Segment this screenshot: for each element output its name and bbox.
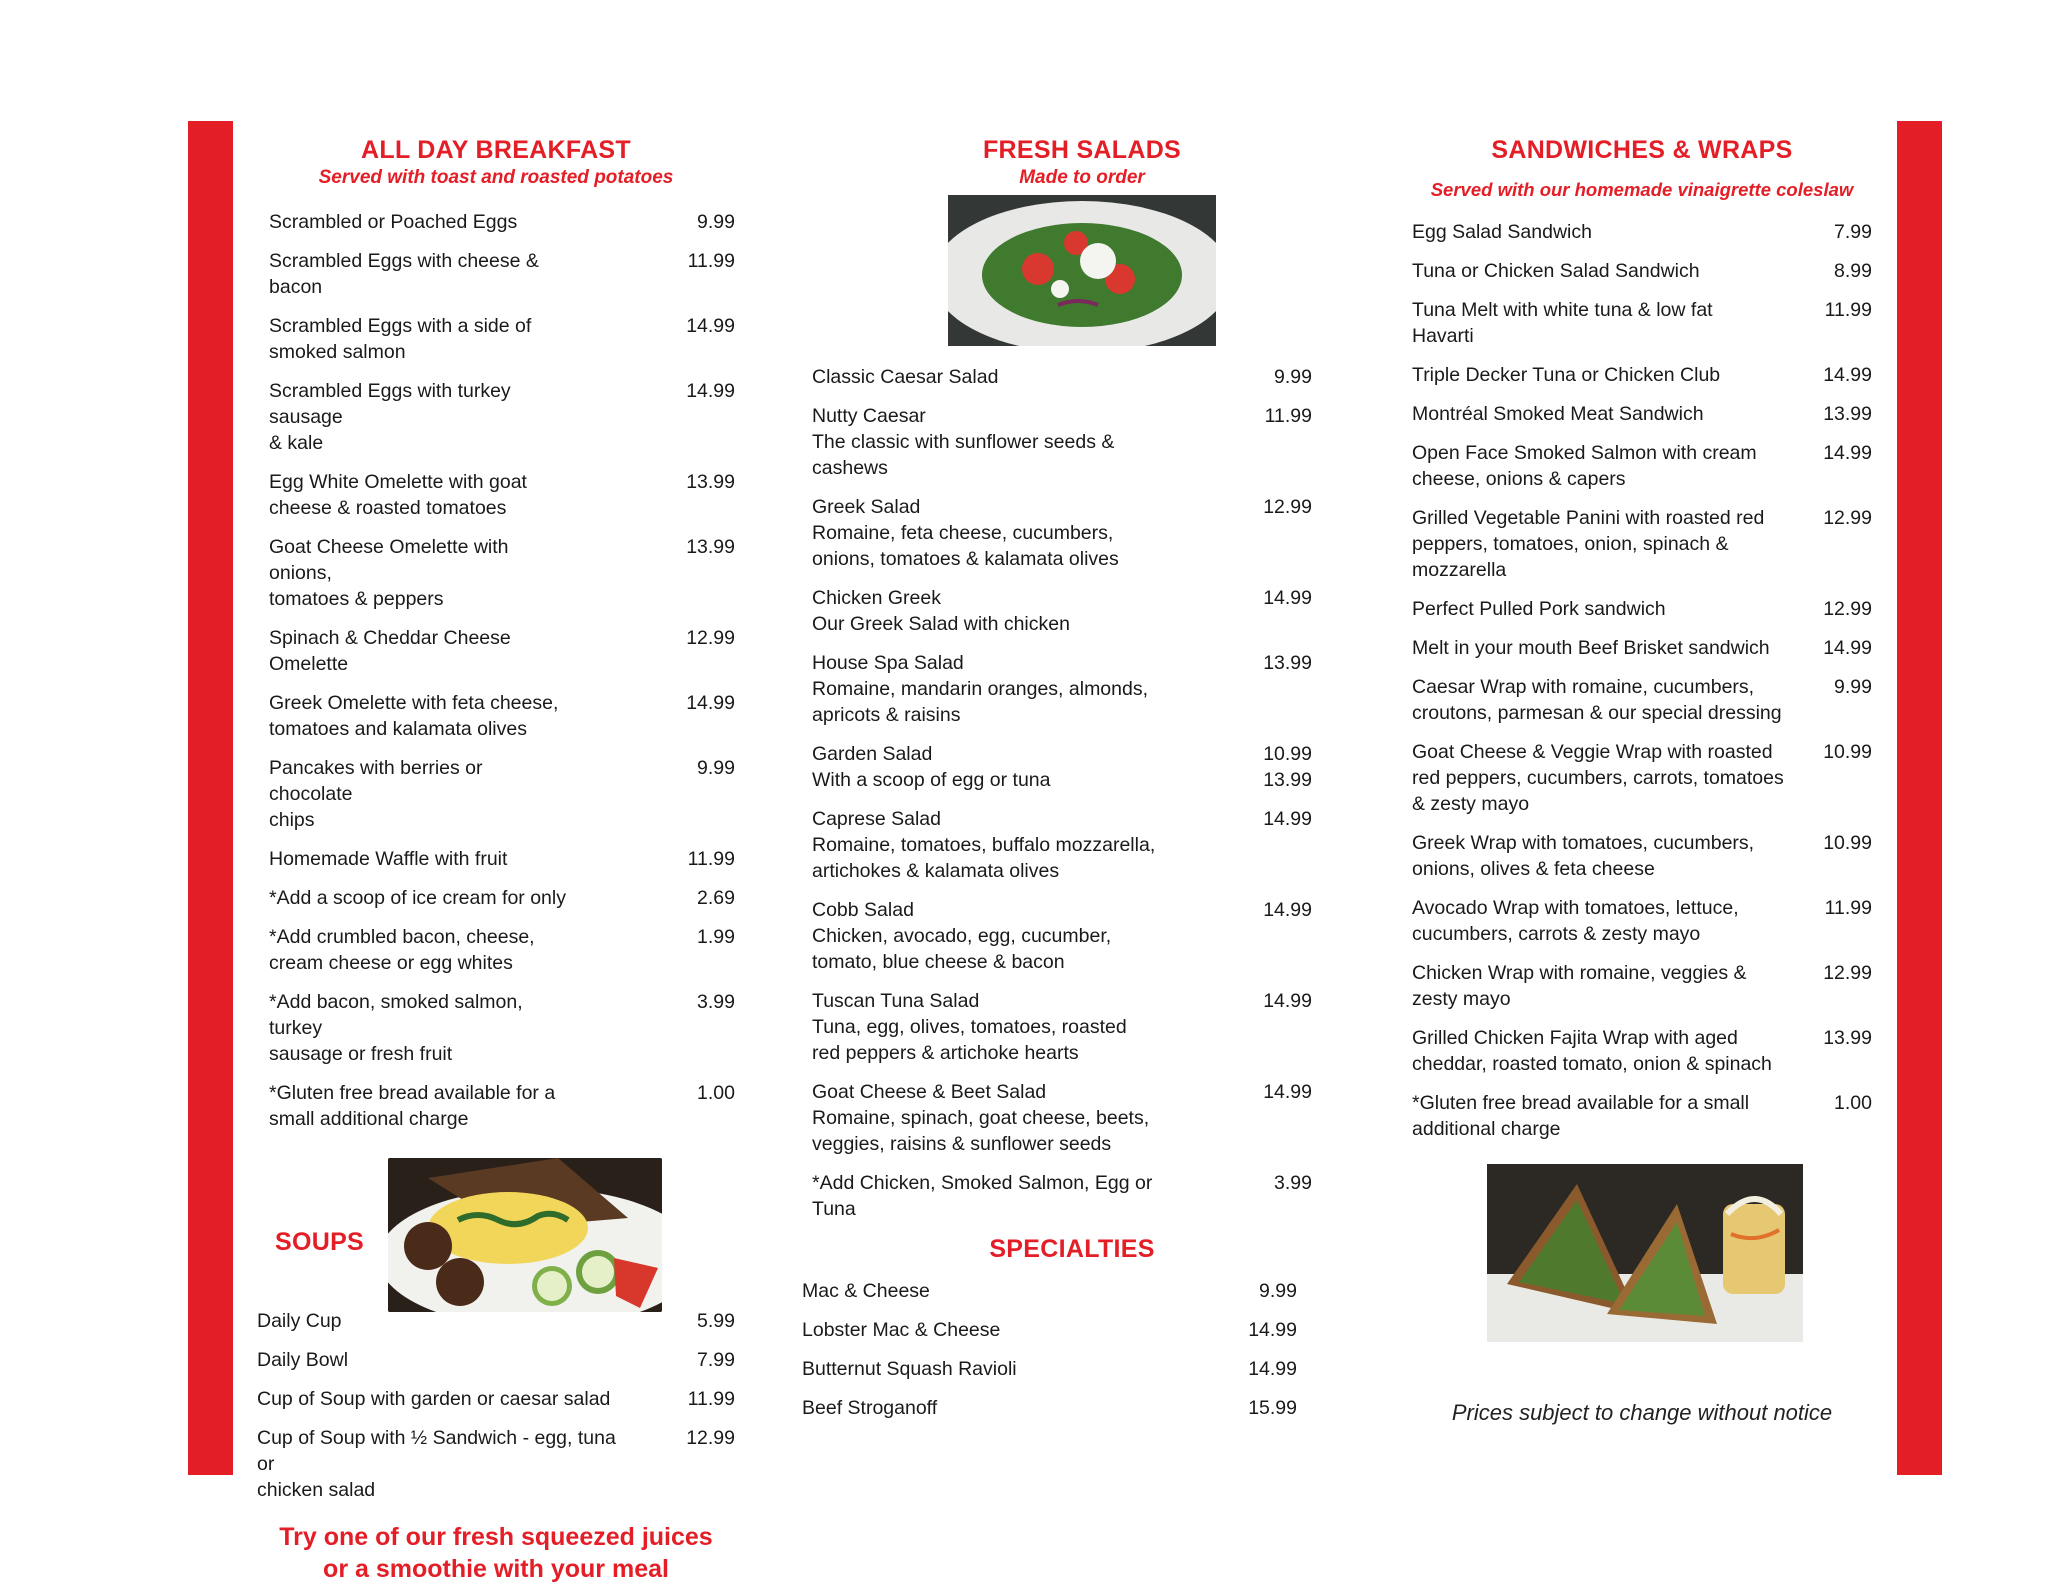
menu-item-name: Scrambled Eggs with turkey sausage & kale [269,380,511,454]
menu-item [257,1347,735,1373]
menu-item-name: Avocado Wrap with tomatoes, lettuce, cucumbers, carrots & zesty mayo [1412,897,1739,945]
menu-item [802,1395,1352,1421]
menu-item-price: 12.99 [1263,496,1312,518]
menu-item [269,209,735,235]
menu-item-name: Montréal Smoked Meat Sandwich [1412,403,1704,425]
menu-item-name: Garden Salad With a scoop of egg or tuna [812,743,1051,791]
menu-item-price: 7.99 [1834,221,1872,243]
menu-item-name: Spinach & Cheddar Cheese Omelette [269,627,511,675]
salads-column [802,136,1352,1434]
menu-item [1412,401,1872,427]
menu-item-price: 14.99 [1263,990,1312,1012]
menu-item-price: 5.99 [697,1310,735,1332]
menu-item-name: Chicken Wrap with romaine, veggies & zesty mayo [1412,962,1747,1010]
menu-item-name: Goat Cheese & Beet Salad Romaine, spinach, goat cheese, beets, veggies, raisins & sunflower seeds [812,1081,1150,1155]
menu-item-price: 7.99 [697,1349,735,1371]
menu-item [269,469,735,521]
menu-item-price: 14.99 [1823,364,1872,386]
menu-item-name: House Spa Salad Romaine, mandarin oranges, almonds, apricots & raisins [812,652,1149,726]
menu-item-price: 11.99 [1824,897,1872,919]
menu-item [1412,674,1872,726]
menu-item-price: 12.99 [1823,598,1872,620]
menu-item-name: Scrambled Eggs with cheese & bacon [269,250,539,298]
menu-item-price: 14.99 [1263,1081,1312,1103]
menu-item-name: Daily Cup [257,1310,342,1332]
menu-item [812,806,1352,884]
menu-item-price: 9.99 [697,757,735,779]
menu-item-name: Grilled Vegetable Panini with roasted red peppers, tomatoes, onion, spinach & mozzarella [1412,507,1765,581]
menu-item-name: Cup of Soup with ½ Sandwich - egg, tuna or chicken salad [257,1427,616,1501]
salad-photo [948,195,1216,346]
menu-item-price: 11.99 [1824,299,1872,321]
menu-item-price: 14.99 [1823,637,1872,659]
menu-item-name: Butternut Squash Ravioli [802,1358,1017,1380]
menu-item [269,378,735,456]
menu-item-price: 14.99 [686,380,735,402]
menu-item-price: 14.99 [1248,1358,1297,1380]
menu-item [269,846,735,872]
menu-item-name: Classic Caesar Salad [812,366,999,388]
menu-item-price: 1.00 [697,1082,735,1104]
menu-item-name: *Add a scoop of ice cream for only [269,887,566,909]
menu-item-name: Beef Stroganoff [802,1397,938,1419]
menu-item-price: 10.99 [1823,832,1872,854]
menu-item-price: 12.99 [1823,507,1872,529]
menu-item [812,988,1352,1066]
menu-item-price: 3.99 [697,991,735,1013]
menu-item-name: *Gluten free bread available for a small additional charge [269,1082,556,1130]
menu-item-price: 9.99 [1834,676,1872,698]
menu-item-price: 14.99 [1263,808,1312,830]
menu-item-price: 9.99 [1259,1280,1297,1302]
menu-item-name: Greek Salad Romaine, feta cheese, cucumbers, onions, tomatoes & kalamata olives [812,496,1119,570]
menu-item-name: Greek Omelette with feta cheese, tomatoes and kalamata olives [269,692,559,740]
sandwiches-column [1412,136,1872,1426]
menu-item-name: Melt in your mouth Beef Brisket sandwich [1412,637,1770,659]
menu-item-price: 12.99 [686,627,735,649]
menu-item-name: Goat Cheese & Veggie Wrap with roasted red peppers, cucumbers, carrots, tomatoes & zesty mayo [1412,741,1784,815]
menu-item-name: Daily Bowl [257,1349,349,1371]
menu-item-name: Tuna or Chicken Salad Sandwich [1412,260,1700,282]
salads-subtitle: Made to order [1019,167,1145,188]
menu-item-price: 13.99 [1823,1027,1872,1049]
menu-item [257,1425,735,1503]
menu-item-name: Scrambled or Poached Eggs [269,211,518,233]
breakfast-title: ALL DAY BREAKFAST [361,136,631,164]
menu-item-name: Mac & Cheese [802,1280,930,1302]
menu-item [812,585,1352,637]
menu-item-name: Greek Wrap with tomatoes, cucumbers, onions, olives & feta cheese [1412,832,1755,880]
specialties-title: SPECIALTIES [989,1235,1155,1263]
menu-item [269,313,735,365]
menu-item [812,1170,1352,1222]
menu-item-name: Egg Salad Sandwich [1412,221,1592,243]
menu-item-name: *Add Chicken, Smoked Salmon, Egg or Tuna [812,1172,1153,1220]
menu-item-name: Tuna Melt with white tuna & low fat Havarti [1412,299,1713,347]
menu-item-price: 10.99 [1823,741,1872,763]
menu-item [812,403,1352,481]
menu-item-price: 14.99 [1263,899,1312,921]
menu-item [1412,1025,1872,1077]
menu-item-name: Goat Cheese Omelette with onions, tomatoes & peppers [269,536,509,610]
specialties-list [802,1278,1352,1421]
menu-item-price: 14.99 [1248,1319,1297,1341]
menu-item [269,690,735,742]
menu-item-name: Tuscan Tuna Salad Tuna, egg, olives, tomatoes, roasted red peppers & artichoke hearts [812,990,1127,1064]
menu-item-name: Cobb Salad Chicken, avocado, egg, cucumber, tomato, blue cheese & bacon [812,899,1112,973]
menu-item [257,1308,735,1334]
menu-item-price: 11.99 [687,848,735,870]
omelette-photo [388,1158,662,1312]
menu-item [812,741,1352,793]
menu-item-price: 2.69 [697,887,735,909]
breakfast-list [257,209,735,1132]
menu-item-price: 13.99 [1823,403,1872,425]
menu-item-price: 1.99 [697,926,735,948]
menu-item [1412,505,1872,583]
salads-title: FRESH SALADS [982,136,1182,164]
menu-item-price: 9.99 [1274,366,1312,388]
menu-item [802,1356,1352,1382]
menu-item [269,755,735,833]
menu-item [812,650,1352,728]
menu-item-price: 13.99 [1263,652,1312,674]
sandwiches-subtitle: Served with our homemade vinaigrette coleslaw [1430,179,1854,200]
menu-item-name: Pancakes with berries or chocolate chips [269,757,483,831]
menu-item [802,1278,1352,1304]
menu-item [1412,635,1872,661]
menu-item-name: Caesar Wrap with romaine, cucumbers, croutons, parmesan & our special dressing [1412,676,1782,724]
soups-title: SOUPS [275,1228,365,1256]
breakfast-column [257,136,735,1585]
menu-item-price: 11.99 [687,1388,735,1410]
salads-list [812,364,1352,1222]
menu-item-name: Grilled Chicken Fajita Wrap with aged cheddar, roasted tomato, onion & spinach [1412,1027,1772,1075]
menu-item [1412,960,1872,1012]
menu-item-name: Perfect Pulled Pork sandwich [1412,598,1666,620]
menu-item-name: *Gluten free bread available for a small additional charge [1412,1092,1750,1140]
menu-item-price: 13.99 [686,471,735,493]
menu-item-price: 15.99 [1248,1397,1297,1419]
menu-item [1412,440,1872,492]
menu-item-name: *Add crumbled bacon, cheese, cream cheese or egg whites [269,926,535,974]
menu-item-price: 11.99 [687,250,735,272]
left-red-bar [188,121,233,1475]
menu-item-name: Triple Decker Tuna or Chicken Club [1412,364,1721,386]
menu-item [812,1079,1352,1157]
juice-promo: Try one of our fresh squeezed juices or a smoothie with your meal [279,1523,713,1583]
menu-item [269,534,735,612]
menu-item [1412,219,1872,245]
menu-item [1412,362,1872,388]
menu-item [812,897,1352,975]
menu-item [802,1317,1352,1343]
menu-item [812,494,1352,572]
menu-item-price: 10.99 13.99 [1263,743,1312,791]
menu-item-price: 14.99 [686,315,735,337]
menu-item [1412,596,1872,622]
menu-item [269,625,735,677]
menu-item [269,924,735,976]
menu-item [1412,258,1872,284]
menu-item-price: 9.99 [697,211,735,233]
menu-item-price: 14.99 [1823,442,1872,464]
menu-item-name: Nutty Caesar The classic with sunflower seeds & cashews [812,405,1115,479]
sandwiches-title: SANDWICHES & WRAPS [1491,136,1793,164]
menu-item [1412,1090,1872,1142]
menu-item [269,989,735,1067]
menu-item [1412,830,1872,882]
right-red-bar [1897,121,1942,1475]
soups-list [257,1308,735,1503]
sandwich-photo [1487,1164,1803,1342]
menu-item-price: 14.99 [686,692,735,714]
menu-item [1412,297,1872,349]
menu-item-price: 11.99 [1264,405,1312,427]
menu-item-price: 13.99 [686,536,735,558]
menu-item-price: 3.99 [1274,1172,1312,1194]
menu-item-name: Open Face Smoked Salmon with cream cheese, onions & capers [1412,442,1757,490]
menu-item [269,248,735,300]
menu-item-price: 12.99 [686,1427,735,1449]
menu-item [257,1386,735,1412]
menu-item [1412,739,1872,817]
menu-item-name: *Add bacon, smoked salmon, turkey sausage or fresh fruit [269,991,523,1065]
soups-header [257,1158,735,1318]
menu-item [812,364,1352,390]
menu-item-name: Egg White Omelette with goat cheese & roasted tomatoes [269,471,527,519]
price-notice: Prices subject to change without notice [1451,1400,1833,1425]
menu-item-name: Scrambled Eggs with a side of smoked salmon [269,315,532,363]
sandwiches-list [1412,219,1872,1142]
menu-item-price: 8.99 [1834,260,1872,282]
menu-item-name: Chicken Greek Our Greek Salad with chicken [812,587,1070,635]
menu-item [269,1080,735,1132]
menu-item-price: 12.99 [1823,962,1872,984]
menu-item [269,885,735,911]
menu-item [1412,895,1872,947]
menu-item-name: Caprese Salad Romaine, tomatoes, buffalo mozzarella, artichokes & kalamata olives [812,808,1156,882]
breakfast-subtitle: Served with toast and roasted potatoes [318,167,674,188]
menu-item-price: 14.99 [1263,587,1312,609]
menu-item-name: Cup of Soup with garden or caesar salad [257,1388,611,1410]
menu-item-name: Lobster Mac & Cheese [802,1319,1001,1341]
menu-item-name: Homemade Waffle with fruit [269,848,508,870]
menu-item-price: 1.00 [1834,1092,1872,1114]
